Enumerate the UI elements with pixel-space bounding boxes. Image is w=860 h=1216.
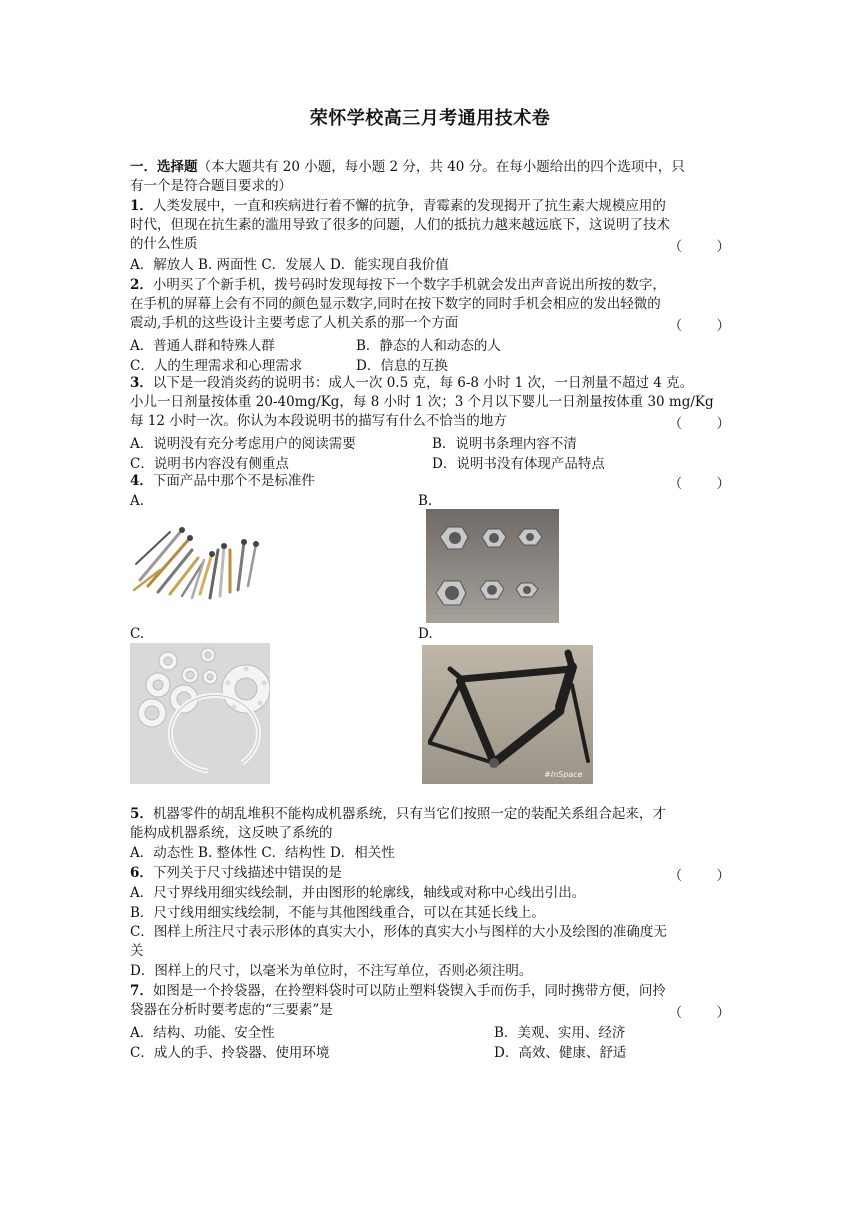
q6-option-c-line1: C．图样上所注尺寸表示形体的真实大小，形体的真实大小与图样的大小及绘图的准确度无 bbox=[130, 924, 667, 940]
q2-line2: 在手机的屏幕上会有不同的颜色显示数字,同时在按下数字的同时手机会相应的发出轻微的 bbox=[130, 296, 661, 312]
q4-label-a: A. bbox=[130, 493, 145, 509]
q6-answer-blank: （ ） bbox=[668, 868, 730, 884]
q7-option-c: C．成人的手、拎袋器、使用环境 bbox=[130, 1045, 330, 1061]
q4-line1: 4．下面产品中那个不是标准件 bbox=[130, 473, 315, 489]
washers-image bbox=[130, 643, 270, 784]
q3-option-a: A．说明没有充分考虑用户的阅读需要 bbox=[130, 436, 356, 452]
q3-line1: 3．以下是一段消炎药的说明书：成人一次 0.5 克，每 6-8 小时 1 次，一日剂量不超过 4 克。 bbox=[130, 375, 694, 391]
q1-line1: 1．人类发展中，一直和疾病进行着不懈的抗争，青霉素的发现揭开了抗生素大规模应用的 bbox=[130, 198, 666, 214]
q1-answer-blank: （ ） bbox=[668, 239, 730, 255]
q7-line2: 袋器在分析时要考虑的“三要素”是 bbox=[130, 1002, 333, 1018]
q2-option-d: D．信息的互换 bbox=[356, 358, 448, 374]
q5-line2: 能构成机器系统，这反映了系统的 bbox=[130, 825, 333, 841]
nuts-image bbox=[426, 509, 559, 623]
q2-option-b: B．静态的人和动态的人 bbox=[356, 338, 501, 354]
q1-line3: 的什么性质 bbox=[130, 236, 198, 252]
q6-option-c-line2: 关 bbox=[130, 943, 144, 959]
q4-label-d: D. bbox=[418, 626, 433, 642]
q2-line3: 震动,手机的这些设计主要考虑了人机关系的那一个方面 bbox=[130, 315, 459, 331]
bike-frame-image bbox=[422, 645, 593, 784]
screws-image bbox=[130, 520, 265, 602]
q4-label-b: B. bbox=[418, 493, 433, 509]
q7-option-d: D．高效、健康、舒适 bbox=[494, 1045, 627, 1061]
q7-line1: 7．如图是一个拎袋器，在拎塑料袋时可以防止塑料袋锲入手而伤手，同时携带方便，问拎 bbox=[130, 983, 666, 999]
q2-option-a: A．普通人群和特殊人群 bbox=[130, 338, 275, 354]
q7-option-a: A．结构、功能、安全性 bbox=[130, 1025, 275, 1041]
q1-options: A．解放人 B. 两面性 C．发展人 D．能实现自我价值 bbox=[130, 257, 449, 273]
q6-option-a: A．尺寸界线用细实线绘制，并由图形的轮廓线，轴线或对称中心线出引出。 bbox=[130, 885, 586, 901]
q7-answer-blank: （ ） bbox=[668, 1005, 730, 1021]
q2-answer-blank: （ ） bbox=[668, 318, 730, 334]
q4-answer-blank: （ ） bbox=[668, 476, 730, 492]
q3-line2: 小儿一日剂量按体重 20-40mg/Kg，每 8 小时 1 次；3 个月以下婴儿一日剂量按体重 30 mg/Kg bbox=[130, 394, 714, 410]
section-header: 一．选择题（本大题共有 20 小题，每小题 2 分，共 40 分。在每小题给出的四个选项中，只 bbox=[130, 159, 685, 175]
q6-line1: 6．下列关于尺寸线描述中错误的是 bbox=[130, 865, 342, 881]
q2-option-c: C．人的生理需求和心理需求 bbox=[130, 358, 303, 374]
q4-label-c: C. bbox=[130, 626, 145, 642]
q6-option-b: B．尺寸线用细实线绘制，不能与其他图线重合，可以在其延长线上。 bbox=[130, 905, 545, 921]
q3-line3: 每 12 小时一次。你认为本段说明书的描写有什么不恰当的地方 bbox=[130, 413, 507, 429]
q1-line2: 时代，但现在抗生素的滥用导致了很多的问题，人们的抵抗力越来越远底下，这说明了技术 bbox=[130, 217, 670, 233]
q2-line1: 2．小明买了个新手机，拨号码时发现每按下一个数字手机就会发出声音说出所按的数字， bbox=[130, 277, 666, 293]
q3-option-c: C．说明书内容没有侧重点 bbox=[130, 456, 289, 472]
q5-line1: 5．机器零件的胡乱堆积不能构成机器系统，只有当它们按照一定的装配关系组合起来，才 bbox=[130, 806, 666, 822]
q6-option-d: D．图样上的尺寸，以毫米为单位时，不注写单位，否则必须注明。 bbox=[130, 963, 533, 979]
q7-option-b: B．美观、实用、经济 bbox=[494, 1025, 626, 1041]
page-title: 荣怀学校高三月考通用技术卷 bbox=[309, 108, 551, 129]
q5-options: A．动态性 B. 整体性 C．结构性 D．相关性 bbox=[130, 845, 395, 861]
section-desc: 有一个是符合题目要求的） bbox=[130, 178, 292, 194]
watermark-text: #InSpace bbox=[544, 770, 583, 779]
q3-option-b: B．说明书条理内容不清 bbox=[432, 436, 577, 452]
q3-answer-blank: （ ） bbox=[668, 416, 730, 432]
q3-option-d: D．说明书没有体现产品特点 bbox=[432, 456, 605, 472]
